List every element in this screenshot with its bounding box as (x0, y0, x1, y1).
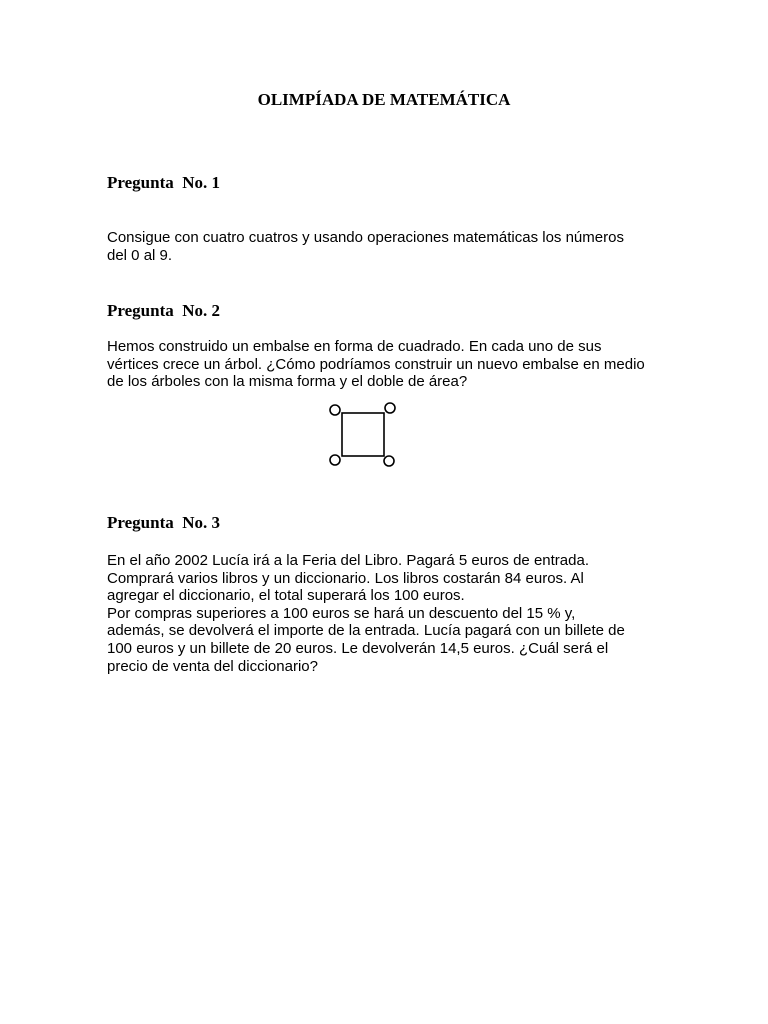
question-3-line: Comprará varios libros y un diccionario. Los libros costarán 84 euros. Al (107, 569, 584, 587)
page-title: OLIMPÍADA DE MATEMÁTICA (257, 90, 511, 109)
question-3-line: además, se devolverá el importe de la entrada. Lucía pagará con un billete de (107, 622, 625, 640)
question-3-line: precio de venta del diccionario? (107, 657, 318, 675)
question-3-line: agregar el diccionario, el total superará los 100 euros. (107, 587, 465, 605)
question-2-line: vértices crece un árbol. ¿Cómo podríamos construir un nuevo embalse en medio (107, 355, 645, 373)
square-reservoir-diagram (326, 400, 402, 472)
question-3-heading: Pregunta No. 3 (107, 513, 221, 532)
question-3-line: 100 euros y un billete de 20 euros. Le devolverán 14,5 euros. ¿Cuál será el (107, 639, 609, 657)
tree-circle-bottom-right (384, 456, 394, 466)
question-1-text (107, 229, 667, 264)
tree-circle-bottom-left (330, 455, 340, 465)
question-1-heading: Pregunta No. 1 (107, 173, 221, 192)
question-2-line: Hemos construido un embalse en forma de cuadrado. En cada uno de sus (107, 338, 602, 355)
question-3-line: En el año 2002 Lucía irá a la Feria del Libro. Pagará 5 euros de entrada. (107, 552, 589, 569)
question-3-line: Por compras superiores a 100 euros se hará un descuento del 15 % y, (107, 604, 576, 622)
question-2-text (107, 338, 667, 391)
tree-circle-top-left (330, 405, 340, 415)
question-2-heading: Pregunta No. 2 (107, 301, 221, 320)
tree-circle-top-right (385, 403, 395, 413)
question-2-line: de los árboles con la misma forma y el doble de área? (107, 373, 468, 391)
question-1-line: del 0 al 9. (107, 246, 173, 264)
reservoir-square (342, 413, 384, 456)
question-1-line: Consigue con cuatro cuatros y usando operaciones matemáticas los números (107, 229, 624, 246)
question-3-text (107, 552, 667, 675)
